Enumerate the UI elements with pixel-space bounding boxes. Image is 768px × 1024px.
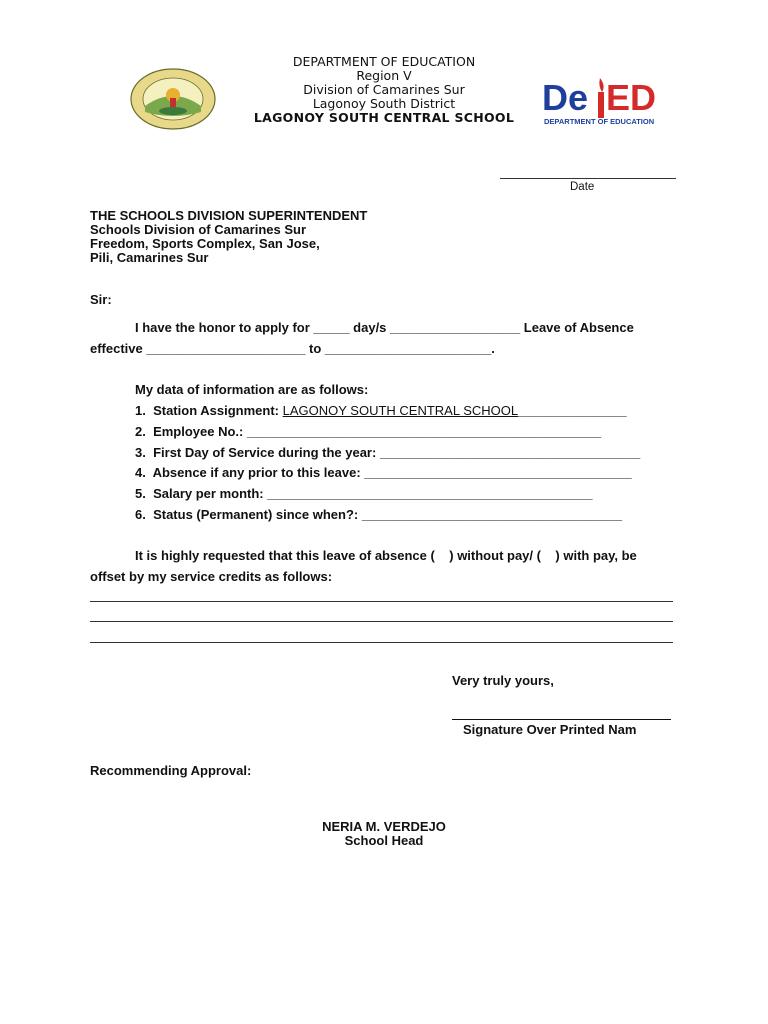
list-item-first-day (135, 445, 640, 460)
item-label: Employee No.: (153, 424, 247, 439)
blank-line (90, 642, 673, 643)
leave-pay-line1: It is highly requested that this leave of absence ( ) without pay/ ( ) with pay, be (135, 548, 637, 563)
addressee-title: THE SCHOOLS DIVISION SUPERINTENDENT (90, 208, 368, 223)
date-label: Date (570, 181, 595, 193)
header-region: Region V (356, 68, 412, 83)
header-division: Division of Camarines Sur (303, 82, 465, 97)
school-head-title: School Head (344, 833, 424, 848)
leave-pay-line2: offset by my service credits as follows: (90, 569, 333, 584)
svg-text:ED: ED (606, 77, 657, 118)
item-number: 4. (135, 465, 146, 480)
header-district: Lagonoy South District (312, 96, 456, 111)
recommending-approval: Recommending Approval: (90, 763, 252, 778)
header-school-name: LAGONOY SOUTH CENTRAL SCHOOL (253, 110, 515, 125)
addressee-line3: Freedom, Sports Complex, San Jose, (90, 236, 320, 251)
item-blank: _____________________________________ (364, 465, 632, 480)
signature-label: Signature Over Printed Nam (463, 722, 637, 737)
item-number: 3. (135, 445, 146, 460)
header-department: DEPARTMENT OF EDUCATION (292, 54, 476, 69)
blank-line (90, 621, 673, 622)
svg-text:DEPARTMENT OF EDUCATION: DEPARTMENT OF EDUCATION (544, 117, 655, 126)
signature-line (452, 719, 671, 720)
item-blank: _________________________________________________ (247, 424, 602, 439)
item-label: First Day of Service during the year: (153, 445, 380, 460)
list-item-station (135, 403, 627, 418)
salutation: Sir: (90, 292, 112, 307)
leave-request-line2: effective ______________________ to _______________________. (90, 341, 495, 356)
item-label: Salary per month: (153, 486, 268, 501)
item-number: 1. (135, 403, 146, 418)
item-number: 5. (135, 486, 146, 501)
item-label: Status (Permanent) since when?: (153, 507, 362, 522)
blank-line (90, 601, 673, 602)
school-head-name: NERIA M. VERDEJO (322, 819, 446, 834)
list-item-salary (135, 486, 593, 501)
date-line (500, 178, 676, 179)
item-blank: _______________ (518, 403, 627, 418)
item-label: Absence if any prior to this leave: (152, 465, 365, 480)
item-label: Station Assignment: (153, 403, 283, 418)
item-blank: ____________________________________ (361, 507, 623, 522)
list-item-prior-absence (135, 465, 632, 480)
item-number: 6. (135, 507, 146, 522)
data-intro: My data of information are as follows: (135, 382, 369, 397)
station-assignment-value: LAGONOY SOUTH CENTRAL SCHOOL (282, 403, 519, 418)
item-blank: _____________________________________________ (267, 486, 593, 501)
closing: Very truly yours, (452, 673, 554, 688)
addressee-line2: Schools Division of Camarines Sur (90, 222, 306, 237)
item-blank: ____________________________________ (379, 445, 641, 460)
svg-text:De: De (542, 77, 589, 118)
list-item-status (135, 507, 622, 522)
list-item-employee-no (135, 424, 601, 439)
addressee-line4: Pili, Camarines Sur (90, 250, 209, 265)
leave-request-line1: I have the honor to apply for _____ day/s __________________ Leave of Absence (135, 320, 634, 335)
item-number: 2. (135, 424, 146, 439)
